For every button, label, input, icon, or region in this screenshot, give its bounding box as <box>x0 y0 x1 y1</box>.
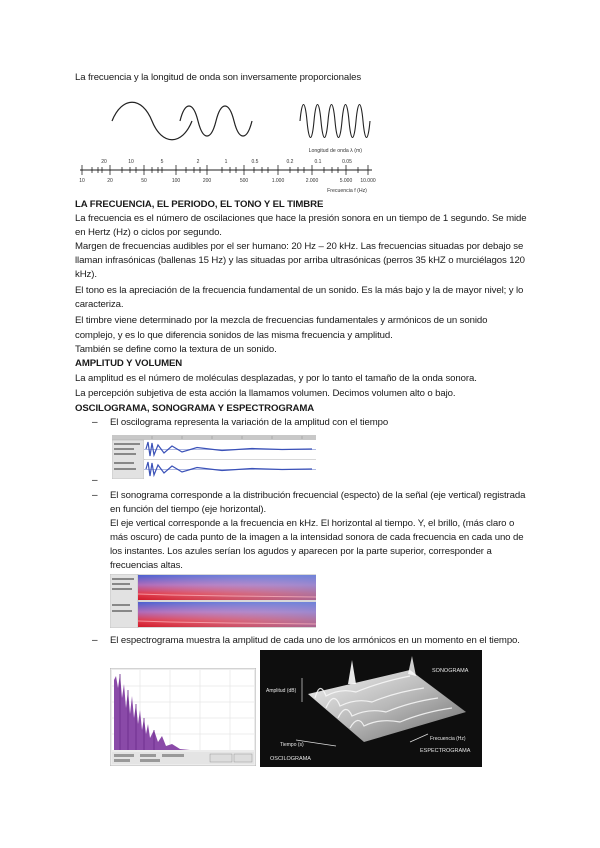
sonograma-3d-label: SONOGRAMA <box>432 668 469 674</box>
svg-text:1: 1 <box>224 159 228 165</box>
section1-line: También se define como la textura de un sonido. <box>75 344 277 355</box>
section1-line: complejo, y es lo que diferencia sonidos de las misma frecuencia y amplitud. <box>75 330 393 341</box>
section1-heading: LA FRECUENCIA, EL PERIODO, EL TONO Y EL TIMBRE <box>75 199 324 210</box>
oscilograma-3d-label: OSCILOGRAMA <box>270 756 311 762</box>
espectrograma-3d-label: ESPECTROGRAMA <box>420 748 471 754</box>
bullet-dash: – <box>92 490 98 501</box>
section2-line: La amplitud es el número de moléculas desplazadas, y por lo tanto el tamaño de la onda sonora. <box>75 373 477 384</box>
svg-text:200: 200 <box>202 178 212 184</box>
wave-frequency-figure <box>72 86 382 196</box>
sonograma-line: El eje vertical corresponde a la frecuencia en kHz. El horizontal al tiempo. Y, el brillo, (más claro o <box>110 518 515 529</box>
section1-line: Margen de frecuencias audibles por el ser humano: 20 Hz – 20 kHz. Las frecuencias situadas por debajo se <box>75 241 524 252</box>
sonograma-line: más oscuro) de cada punto de la imagen a la intensidad sonora de cada frecuencia en cada uno de <box>110 532 524 543</box>
espectrograma-screenshot <box>110 668 256 766</box>
sonograma-line: El sonograma corresponde a la distribución frecuencial (especto) de la señal (eje vertical) registrada <box>110 490 526 501</box>
sonograma-screenshot <box>110 574 316 628</box>
svg-text:0.05: 0.05 <box>342 159 352 165</box>
section3-heading: OSCILOGRAMA, SONOGRAMA Y ESPECTROGRAMA <box>75 403 315 414</box>
svg-text:0.5: 0.5 <box>251 159 259 165</box>
oscilograma-screenshot <box>112 435 316 479</box>
section1-line: kHz). <box>75 269 97 280</box>
bullet-dash: – <box>92 635 98 646</box>
svg-text:0.1: 0.1 <box>314 159 322 165</box>
sonograma-line: frecuencias altas. <box>110 560 183 571</box>
section1-line: llaman infrasónicas (ballenas 15 Hz) y las situadas por arriba ultrasónicas (perros 35 kHZ o murciélagos 120 <box>75 255 525 266</box>
frequency-3d-label: Frecuencia (Hz) <box>430 736 466 742</box>
bullet-dash: – <box>92 417 98 428</box>
section1-line: El tono es la apreciación de la frecuencia fundamental de un sonido. Es la más bajo y la de mayor nivel; y lo <box>75 285 524 296</box>
intro-line: La frecuencia y la longitud de onda son inversamente proporcionales <box>75 72 362 83</box>
sonograma-line: en función del tiempo (eje horizontal). <box>110 504 267 515</box>
svg-text:10.000: 10.000 <box>360 178 376 184</box>
svg-text:10: 10 <box>79 178 85 184</box>
section1-line: caracteriza. <box>75 299 124 310</box>
high-frequency-wave <box>300 105 370 138</box>
svg-text:100: 100 <box>171 178 181 184</box>
section1-line: El timbre viene determinado por la mezcla de frecuencias fundamentales y armónicos de un sonido <box>75 315 488 326</box>
section1-line: en Hertz (Hz) o ciclos por segundo. <box>75 227 222 238</box>
svg-text:0.2: 0.2 <box>286 159 294 165</box>
svg-text:5.000: 5.000 <box>339 178 353 184</box>
frequency-tick-labels <box>79 178 376 184</box>
wavelength-tick-labels <box>101 159 352 165</box>
section2-heading: AMPLITUD Y VOLUMEN <box>75 358 183 369</box>
svg-text:1.000: 1.000 <box>271 178 285 184</box>
svg-text:5: 5 <box>160 159 164 165</box>
svg-text:50: 50 <box>141 178 147 184</box>
sonograma-line: los instantes. Los azules serían los agudos y aparecen por la parte superior, corresponder a <box>110 546 492 557</box>
espectrograma-3d-figure <box>260 650 482 767</box>
wavelength-axis-label: Longitud de onda λ (m) <box>308 148 362 154</box>
section1-line: La frecuencia es el número de oscilaciones que hace la presión sonora en un tiempo de 1 segundo. Se mide <box>75 213 527 224</box>
svg-text:20: 20 <box>107 178 113 184</box>
svg-text:20: 20 <box>101 159 107 165</box>
oscilograma-text: El oscilograma representa la variación de la amplitud con el tiempo <box>110 417 389 428</box>
svg-text:2: 2 <box>196 159 200 165</box>
section2-line: La percepción subjetiva de esta acción la llamamos volumen. Decimos volumen alto o bajo. <box>75 388 456 399</box>
amplitude-3d-label: Amplitud (dB) <box>266 688 297 694</box>
frequency-axis-label: Frecuencia f (Hz) <box>327 188 367 194</box>
time-3d-label: Tiempo (s) <box>280 742 304 748</box>
svg-text:10: 10 <box>128 159 134 165</box>
mid-frequency-wave <box>180 106 252 136</box>
bullet-dash: – <box>92 475 98 486</box>
svg-text:500: 500 <box>239 178 249 184</box>
espectrograma-text: El espectrograma muestra la amplitud de cada uno de los armónicos en un momento en el tiempo. <box>110 635 520 646</box>
svg-text:2.000: 2.000 <box>305 178 319 184</box>
